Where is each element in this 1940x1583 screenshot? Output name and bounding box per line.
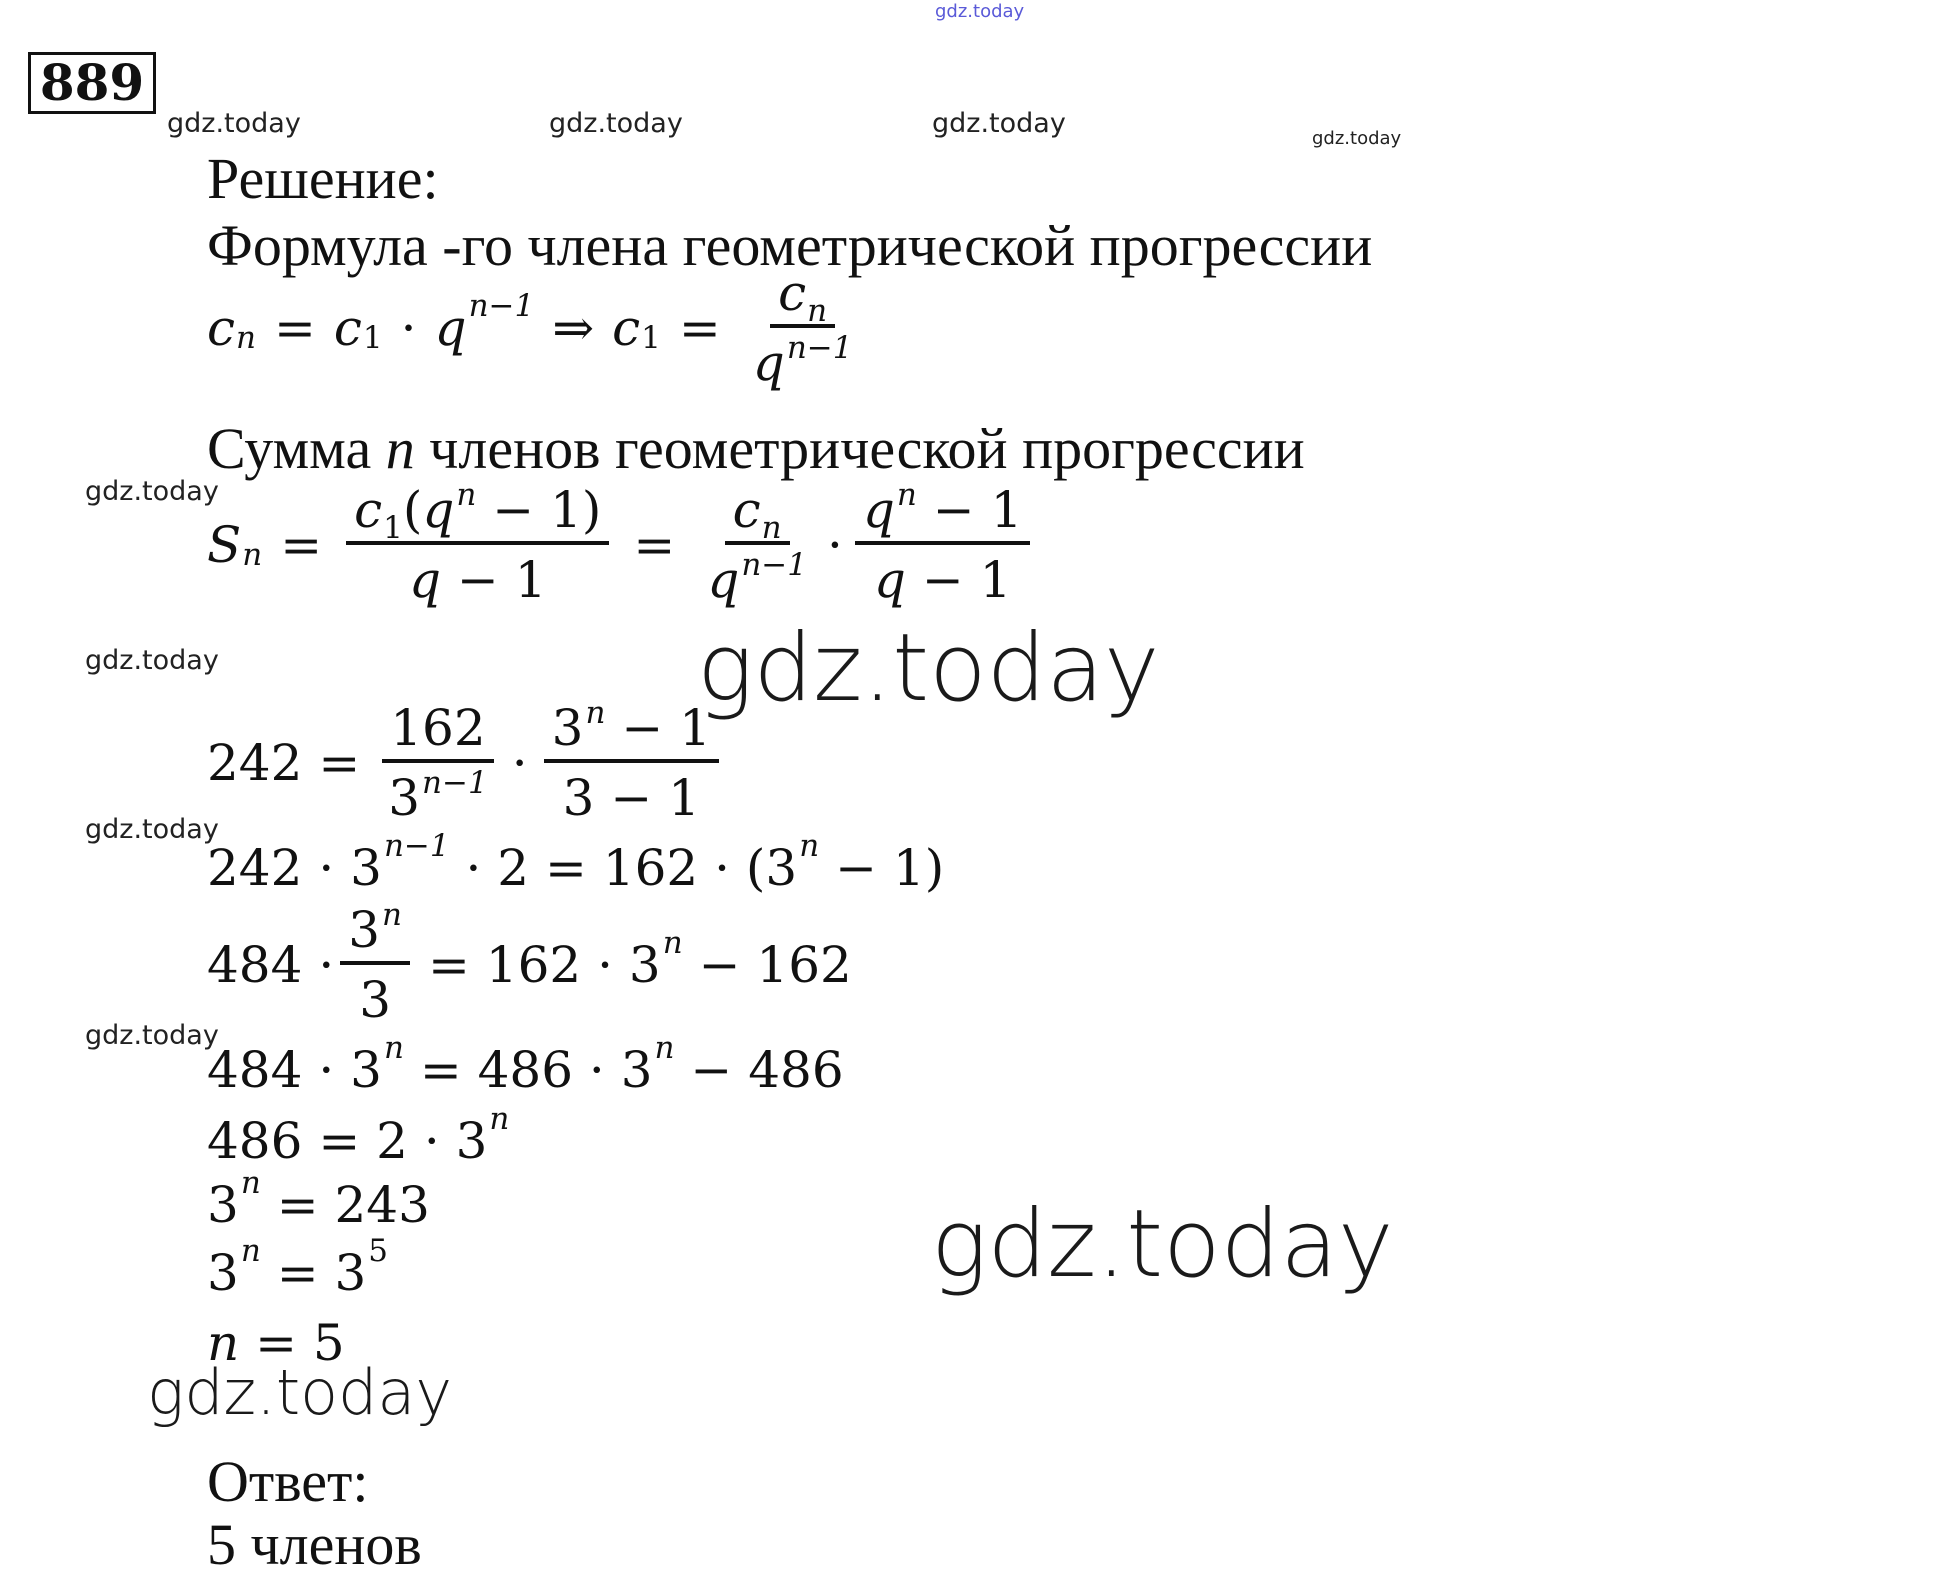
part-c: − 162 <box>698 936 852 994</box>
sub-1: 1 <box>641 320 661 357</box>
exp: n <box>240 1232 261 1269</box>
exp: n−1 <box>468 287 535 324</box>
equals: = <box>280 516 323 574</box>
part-a: 3 <box>207 1244 239 1302</box>
answer-label: Ответ: <box>207 1449 369 1514</box>
fraction <box>346 477 609 609</box>
base: 3 <box>348 901 381 959</box>
paren: ( <box>402 481 423 539</box>
watermark: gdz.today <box>85 814 219 845</box>
fraction <box>380 699 495 827</box>
sym-q: q <box>409 551 442 609</box>
paren-close: − 1) <box>492 481 602 539</box>
answer-value: 5 членов <box>207 1512 422 1577</box>
sym-q: q <box>873 551 906 609</box>
base: 3 <box>388 769 421 827</box>
sum-caption <box>207 416 1305 481</box>
fraction <box>745 264 861 392</box>
equals: = <box>678 299 721 357</box>
fraction <box>544 695 719 827</box>
problem-number: 889 <box>28 52 156 114</box>
sub-n: n <box>807 292 828 329</box>
sym-c: c <box>333 299 362 357</box>
fraction <box>340 897 410 1029</box>
sym-q: q <box>707 551 740 609</box>
exp: n <box>489 1100 510 1137</box>
sym-S: S <box>207 516 242 574</box>
part-b: · 2 = 162 · (3 <box>465 839 798 897</box>
tail: − 1 <box>621 699 711 757</box>
sym-c: c <box>778 264 807 322</box>
minus-one: − 1 <box>932 481 1023 539</box>
part-a: 3 <box>207 1176 239 1234</box>
part-b: = 5 <box>255 1314 345 1372</box>
exp: n <box>240 1164 261 1201</box>
exp: n <box>456 477 477 514</box>
watermark: gdz.today <box>549 108 683 139</box>
equation-step-3 <box>207 897 852 1029</box>
sym-q: q <box>422 481 455 539</box>
sum-n: n <box>385 416 415 481</box>
equation-result <box>207 1314 345 1372</box>
solution-heading: Решение: <box>207 146 439 211</box>
watermark: gdz.today <box>1312 128 1402 149</box>
lhs: 242 = <box>207 734 361 792</box>
equation-nth-term <box>207 264 866 392</box>
equation-sum <box>207 477 1036 609</box>
sym-q: q <box>862 481 895 539</box>
part-b: = 486 · 3 <box>419 1041 653 1099</box>
watermark: gdz.today <box>85 645 219 676</box>
part-c: − 1) <box>835 839 945 897</box>
exp: n <box>654 1029 675 1066</box>
equation-step-1 <box>207 695 725 827</box>
minus-one: − 1 <box>456 551 547 609</box>
denominator: 3 <box>359 971 392 1029</box>
part-b: = 162 · 3 <box>428 936 661 994</box>
fraction <box>699 481 815 609</box>
sub-n: n <box>761 509 782 546</box>
part-a: 242 · 3 <box>207 839 382 897</box>
formula-caption: Формула -го члена геометрической прогрессии <box>207 213 1373 278</box>
dot: · <box>400 299 417 357</box>
part-a: 484 · 3 <box>207 1041 382 1099</box>
part-a: 486 = 2 · 3 <box>207 1112 488 1170</box>
sum-rest: членов геометрической прогрессии <box>429 416 1305 481</box>
exp: 5 <box>368 1232 389 1269</box>
part-a: 484 · <box>207 936 335 994</box>
sym-n: n <box>207 1314 240 1372</box>
sub-1: 1 <box>383 509 403 546</box>
exp: n−1 <box>383 827 450 864</box>
exp: n <box>662 924 683 961</box>
exp: n <box>896 477 917 514</box>
equation-step-7 <box>207 1232 389 1302</box>
exp: n <box>383 1029 404 1066</box>
sub-n: n <box>242 537 263 574</box>
fraction <box>855 477 1031 609</box>
equation-step-2 <box>207 827 945 897</box>
watermark-medium: gdz.today <box>147 1356 453 1429</box>
dot: · <box>827 516 843 574</box>
equals: = <box>633 516 676 574</box>
watermark-large: gdz.today <box>697 614 1160 723</box>
exp: n <box>799 827 820 864</box>
minus-one: − 1 <box>921 551 1012 609</box>
watermark-top: gdz.today <box>935 1 1025 22</box>
implies: ⇒ <box>552 299 595 357</box>
sym-c: c <box>732 481 761 539</box>
equals: = <box>273 299 316 357</box>
sym-q: q <box>434 299 467 357</box>
dot: · <box>511 734 528 792</box>
denominator: 3 − 1 <box>562 769 700 827</box>
sym-c: c <box>354 481 383 539</box>
numerator: 162 <box>382 703 493 763</box>
equation-step-5 <box>207 1100 510 1170</box>
exp: n <box>585 695 606 732</box>
sym-c: c <box>207 299 236 357</box>
exp: n−1 <box>786 330 853 367</box>
part-c: − 486 <box>690 1041 844 1099</box>
sub-1: 1 <box>362 320 383 357</box>
sym-q: q <box>752 334 785 392</box>
sym-c: c <box>612 299 641 357</box>
exp: n <box>382 897 403 934</box>
watermark: gdz.today <box>932 108 1066 139</box>
sub-n: n <box>236 320 256 357</box>
base: 3 <box>551 699 584 757</box>
part-b: = 3 <box>276 1244 367 1302</box>
watermark: gdz.today <box>85 476 219 507</box>
part-b: = 243 <box>276 1176 430 1234</box>
equation-step-6 <box>207 1164 430 1234</box>
exp: n−1 <box>741 547 807 584</box>
watermark: gdz.today <box>85 1020 219 1051</box>
sum-word: Сумма <box>207 416 372 481</box>
watermark: gdz.today <box>167 108 301 139</box>
equation-step-4 <box>207 1029 844 1099</box>
exp: n−1 <box>422 765 488 802</box>
watermark-large: gdz.today <box>931 1190 1394 1299</box>
